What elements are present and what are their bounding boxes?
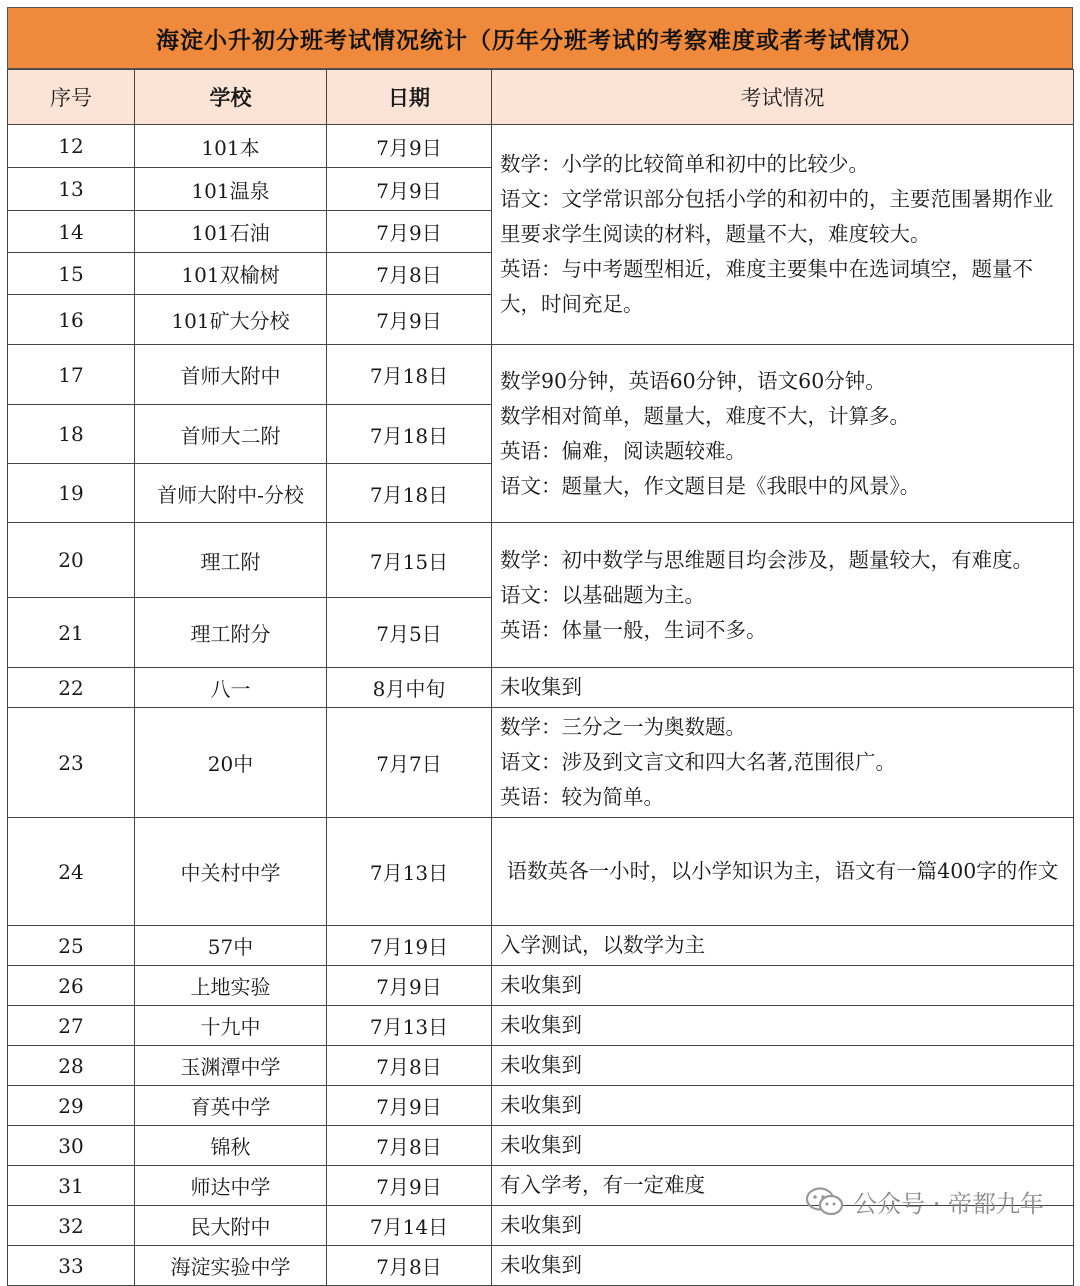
header-row — [8, 70, 1074, 125]
row-no: 16 — [8, 295, 135, 345]
header-school: 学校 — [135, 70, 327, 125]
table-row — [8, 125, 1074, 168]
row-date: 7月9日 — [327, 168, 492, 211]
row-no: 20 — [8, 523, 135, 598]
row-no: 23 — [8, 708, 135, 818]
row-date: 7月18日 — [327, 345, 492, 405]
row-date: 7月9日 — [327, 125, 492, 168]
table-row — [8, 523, 1074, 598]
info-minda: 未收集到 — [492, 1206, 1074, 1246]
row-date: 7月18日 — [327, 405, 492, 464]
row-no: 13 — [8, 168, 135, 211]
row-school: 101双榆树 — [135, 253, 327, 295]
info-line: 语文：涉及到文言文和四大名著,范围很广。 — [500, 750, 897, 774]
stats-sheet — [7, 7, 1073, 1279]
info-shoushi-group — [492, 345, 1074, 523]
info-line: 数学：初中数学与思维题目均会涉及，题量较大，有难度。 — [500, 547, 1033, 572]
row-school: 101温泉 — [135, 168, 327, 211]
row-no: 26 — [8, 966, 135, 1006]
row-no: 25 — [8, 926, 135, 966]
page-title: 海淀小升初分班考试情况统计（历年分班考试的考察难度或者考试情况） — [7, 7, 1073, 69]
table-row — [8, 1246, 1074, 1286]
info-yuying: 未收集到 — [492, 1086, 1074, 1126]
info-line: 英语：偏难，阅读题较难。 — [500, 438, 746, 463]
row-no: 19 — [8, 464, 135, 523]
row-no: 30 — [8, 1126, 135, 1166]
row-date: 8月中旬 — [327, 668, 492, 708]
row-date: 7月13日 — [327, 1006, 492, 1046]
table-row — [8, 1046, 1074, 1086]
row-no: 31 — [8, 1166, 135, 1206]
row-no: 28 — [8, 1046, 135, 1086]
info-zhongguancun: 语数英各一小时，以小学知识为主，语文有一篇400字的作文 — [492, 818, 1074, 926]
info-line: 数学相对简单，题量大，难度不大，计算多。 — [500, 403, 910, 428]
info-shida: 有入学考，有一定难度 — [492, 1166, 1074, 1206]
row-school: 八一 — [135, 668, 327, 708]
row-date: 7月9日 — [327, 1166, 492, 1206]
row-date: 7月7日 — [327, 708, 492, 818]
row-date: 7月8日 — [327, 1046, 492, 1086]
info-jinqiu: 未收集到 — [492, 1126, 1074, 1166]
info-line: 数学：小学的比较简单和初中的比较少。 — [500, 152, 869, 176]
info-line: 语文：以基础题为主。 — [500, 582, 705, 607]
watermark-text: 公众号 · 帝都九年 — [853, 1190, 1044, 1218]
row-school: 中关村中学 — [135, 818, 327, 926]
header-date: 日期 — [327, 70, 492, 125]
row-date: 7月9日 — [327, 295, 492, 345]
table-row — [8, 1086, 1074, 1126]
row-school: 101石油 — [135, 211, 327, 253]
row-no: 18 — [8, 405, 135, 464]
info-line: 英语：与中考题型相近，难度主要集中在选词填空，题量不大，时间充足。 — [500, 257, 1033, 316]
row-no: 22 — [8, 668, 135, 708]
info-line: 数学：三分之一为奥数题。 — [500, 715, 746, 739]
row-school: 理工附分 — [135, 598, 327, 668]
info-line: 数学90分钟，英语60分钟，语文60分钟。 — [500, 368, 886, 393]
row-school: 师达中学 — [135, 1166, 327, 1206]
info-line: 英语：体量一般，生词不多。 — [500, 617, 767, 642]
table-row — [8, 818, 1074, 926]
info-bayi: 未收集到 — [492, 668, 1074, 708]
row-school: 十九中 — [135, 1006, 327, 1046]
row-school: 民大附中 — [135, 1206, 327, 1246]
info-19zhong: 未收集到 — [492, 1006, 1074, 1046]
info-yuyuantan: 未收集到 — [492, 1046, 1074, 1086]
row-date: 7月9日 — [327, 1086, 492, 1126]
row-no: 24 — [8, 818, 135, 926]
row-no: 32 — [8, 1206, 135, 1246]
table-row — [8, 1126, 1074, 1166]
row-school: 育英中学 — [135, 1086, 327, 1126]
table-row — [8, 926, 1074, 966]
row-no: 12 — [8, 125, 135, 168]
row-school: 101矿大分校 — [135, 295, 327, 345]
row-school: 101本 — [135, 125, 327, 168]
info-haidian-shiyan: 未收集到 — [492, 1246, 1074, 1286]
info-line: 语文：文学常识部分包括小学的和初中的，主要范围暑期作业里要求学生阅读的材料，题量不大，难度较大。 — [500, 187, 1054, 246]
row-no: 17 — [8, 345, 135, 405]
info-20zhong — [492, 708, 1074, 818]
row-school: 首师大附中-分校 — [135, 464, 327, 523]
info-57zhong: 入学测试，以数学为主 — [492, 926, 1074, 966]
row-no: 21 — [8, 598, 135, 668]
info-line: 语文：题量大，作文题目是《我眼中的风景》。 — [500, 473, 921, 498]
row-date: 7月18日 — [327, 464, 492, 523]
row-school: 57中 — [135, 926, 327, 966]
row-school: 锦秋 — [135, 1126, 327, 1166]
row-date: 7月9日 — [327, 211, 492, 253]
row-date: 7月13日 — [327, 818, 492, 926]
table-row — [8, 1006, 1074, 1046]
row-date: 7月5日 — [327, 598, 492, 668]
table-row — [8, 708, 1074, 818]
row-school: 玉渊潭中学 — [135, 1046, 327, 1086]
header-no: 序号 — [8, 70, 135, 125]
row-date: 7月14日 — [327, 1206, 492, 1246]
row-date: 7月8日 — [327, 253, 492, 295]
info-101-group — [492, 125, 1074, 345]
row-school: 上地实验 — [135, 966, 327, 1006]
info-shangdi: 未收集到 — [492, 966, 1074, 1006]
row-school: 首师大附中 — [135, 345, 327, 405]
table-row — [8, 345, 1074, 405]
row-date: 7月15日 — [327, 523, 492, 598]
row-no: 27 — [8, 1006, 135, 1046]
info-line: 英语：较为简单。 — [500, 785, 664, 809]
table-row — [8, 966, 1074, 1006]
row-school: 理工附 — [135, 523, 327, 598]
exam-table — [7, 69, 1074, 1286]
row-school: 20中 — [135, 708, 327, 818]
row-date: 7月9日 — [327, 966, 492, 1006]
row-date: 7月8日 — [327, 1246, 492, 1286]
wechat-icon — [805, 1186, 845, 1218]
row-no: 33 — [8, 1246, 135, 1286]
table-row — [8, 668, 1074, 708]
row-school: 首师大二附 — [135, 405, 327, 464]
watermark — [805, 1184, 1044, 1219]
row-date: 7月19日 — [327, 926, 492, 966]
info-ligong-group — [492, 523, 1074, 668]
row-date: 7月8日 — [327, 1126, 492, 1166]
row-no: 14 — [8, 211, 135, 253]
row-no: 29 — [8, 1086, 135, 1126]
row-school: 海淀实验中学 — [135, 1246, 327, 1286]
row-no: 15 — [8, 253, 135, 295]
header-info: 考试情况 — [492, 70, 1074, 125]
